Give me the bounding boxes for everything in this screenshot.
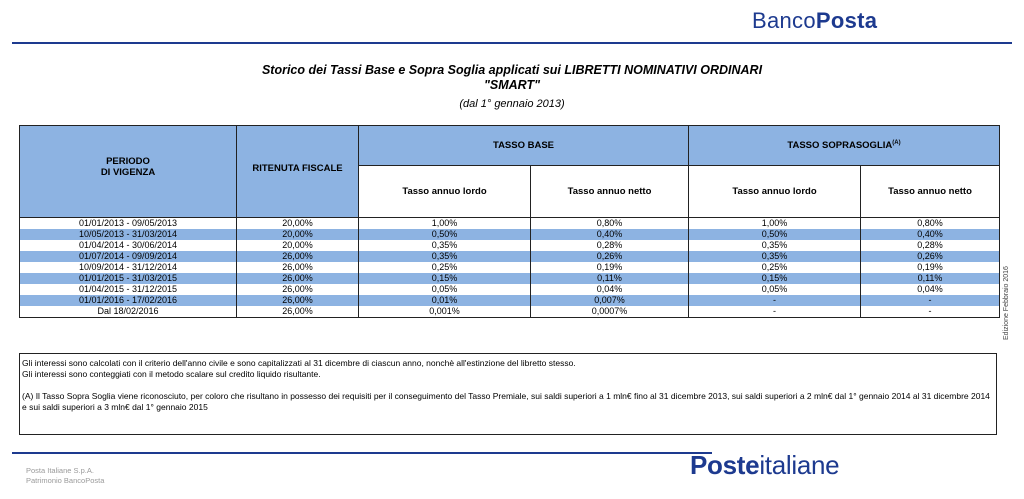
cell-base-netto: 0,19% (531, 262, 689, 273)
cell-ritenuta: 26,00% (237, 306, 359, 318)
cell-period: 10/09/2014 - 31/12/2014 (20, 262, 237, 273)
note-a: (A) Il Tasso Sopra Soglia viene riconosciuto, per coloro che risultano in possesso dei requisiti per il conseguimento del Tasso Premiale, sui saldi superiori a 1 mln€ fino al 31 dicembre 2013, sui saldi superiori a 2 mln€ dal 1° gennaio 2014 al 31 dicembre 2014 e sui saldi superiori a 3 mln€ dal 1° gennaio 2015 (22, 391, 990, 412)
sub-header-soprasoglia-lordo: Tasso annuo lordo (689, 166, 861, 218)
header-swoosh (12, 42, 1012, 44)
cell-soprasoglia-lordo: 0,05% (689, 284, 861, 295)
cell-soprasoglia-netto: 0,26% (861, 251, 1000, 262)
cell-base-netto: 0,80% (531, 218, 689, 230)
footer-company (26, 466, 104, 486)
cell-base-netto: 0,11% (531, 273, 689, 284)
footer-swoosh (12, 452, 712, 454)
cell-base-netto: 0,40% (531, 229, 689, 240)
table-row (20, 284, 1000, 295)
cell-ritenuta: 26,00% (237, 262, 359, 273)
cell-soprasoglia-lordo: - (689, 295, 861, 306)
cell-base-netto: 0,04% (531, 284, 689, 295)
footer-company-line-1: Posta Italiane S.p.A. (26, 466, 94, 475)
table-row (20, 229, 1000, 240)
cell-base-lordo: 0,35% (359, 251, 531, 262)
cell-base-lordo: 1,00% (359, 218, 531, 230)
col-header-ritenuta: RITENUTA FISCALE (237, 126, 359, 218)
table-row (20, 306, 1000, 318)
cell-soprasoglia-netto: 0,28% (861, 240, 1000, 251)
cell-base-netto: 0,26% (531, 251, 689, 262)
table-row (20, 240, 1000, 251)
cell-period: 01/01/2013 - 09/05/2013 (20, 218, 237, 230)
group-header-base: TASSO BASE (359, 126, 689, 166)
cell-soprasoglia-lordo: 0,25% (689, 262, 861, 273)
cell-soprasoglia-lordo: 0,15% (689, 273, 861, 284)
cell-soprasoglia-netto: 0,11% (861, 273, 1000, 284)
posteitaliane-logo: Posteitaliane (690, 450, 840, 480)
page-subtitle: (dal 1° gennaio 2013) (459, 98, 565, 110)
cell-base-netto: 0,28% (531, 240, 689, 251)
cell-soprasoglia-netto: 0,80% (861, 218, 1000, 230)
cell-soprasoglia-netto: 0,04% (861, 284, 1000, 295)
title-line-1: Storico dei Tassi Base e Sopra Soglia applicati sui LIBRETTI NOMINATIVI ORDINARI (261, 63, 763, 77)
cell-ritenuta: 20,00% (237, 229, 359, 240)
sub-header-soprasoglia-netto: Tasso annuo netto (861, 166, 1000, 218)
notes-box (19, 353, 997, 435)
cell-base-netto: 0,0007% (531, 306, 689, 318)
table-row (20, 295, 1000, 306)
cell-soprasoglia-netto: - (861, 295, 1000, 306)
note-line-2: Gli interessi sono conteggiati con il metodo scalare sul credito liquido risultante. (22, 369, 321, 379)
cell-soprasoglia-netto: 0,19% (861, 262, 1000, 273)
title-line-2: "SMART" (483, 78, 541, 92)
cell-ritenuta: 26,00% (237, 251, 359, 262)
col-header-period: PERIODO DI VIGENZA (20, 126, 237, 218)
cell-base-lordo: 0,35% (359, 240, 531, 251)
cell-ritenuta: 26,00% (237, 284, 359, 295)
cell-base-lordo: 0,50% (359, 229, 531, 240)
cell-soprasoglia-netto: - (861, 306, 1000, 318)
cell-base-netto: 0,007% (531, 295, 689, 306)
edition-note: Edizione Febbraio 2016 (1003, 266, 1010, 340)
cell-base-lordo: 0,05% (359, 284, 531, 295)
cell-period: 01/04/2014 - 30/06/2014 (20, 240, 237, 251)
cell-period: 01/07/2014 - 09/09/2014 (20, 251, 237, 262)
cell-period: Dal 18/02/2016 (20, 306, 237, 318)
footer-company-line-2: Patrimonio BancoPosta (26, 476, 105, 485)
cell-base-lordo: 0,001% (359, 306, 531, 318)
cell-soprasoglia-lordo: 0,50% (689, 229, 861, 240)
page-title (0, 63, 1024, 93)
cell-base-lordo: 0,25% (359, 262, 531, 273)
cell-period: 01/04/2015 - 31/12/2015 (20, 284, 237, 295)
cell-soprasoglia-lordo: 1,00% (689, 218, 861, 230)
group-header-soprasoglia: TASSO $SOPRASOGLIA^{(A)}$ (689, 126, 1000, 166)
cell-soprasoglia-lordo: 0,35% (689, 240, 861, 251)
cell-ritenuta: 20,00% (237, 240, 359, 251)
table-row (20, 262, 1000, 273)
rates-table (19, 125, 1000, 318)
cell-period: 01/01/2016 - 17/02/2016 (20, 295, 237, 306)
table-row (20, 273, 1000, 284)
cell-base-lordo: 0,15% (359, 273, 531, 284)
sub-header-base-lordo: Tasso annuo lordo (359, 166, 531, 218)
sub-header-base-netto: Tasso annuo netto (531, 166, 689, 218)
bancoposta-logo: BancoPosta (752, 8, 878, 33)
cell-soprasoglia-lordo: - (689, 306, 861, 318)
cell-ritenuta: 26,00% (237, 273, 359, 284)
cell-soprasoglia-lordo: 0,35% (689, 251, 861, 262)
table-row (20, 251, 1000, 262)
cell-ritenuta: 26,00% (237, 295, 359, 306)
note-line-1: Gli interessi sono calcolati con il criterio dell'anno civile e sono capitalizzati al 31 dicembre di ciascun anno, nonchè all'estinzione del libretto stesso. (22, 358, 576, 368)
cell-soprasoglia-netto: 0,40% (861, 229, 1000, 240)
cell-period: 10/05/2013 - 31/03/2014 (20, 229, 237, 240)
cell-base-lordo: 0,01% (359, 295, 531, 306)
cell-period: 01/01/2015 - 31/03/2015 (20, 273, 237, 284)
table-row (20, 218, 1000, 230)
cell-ritenuta: 20,00% (237, 218, 359, 230)
